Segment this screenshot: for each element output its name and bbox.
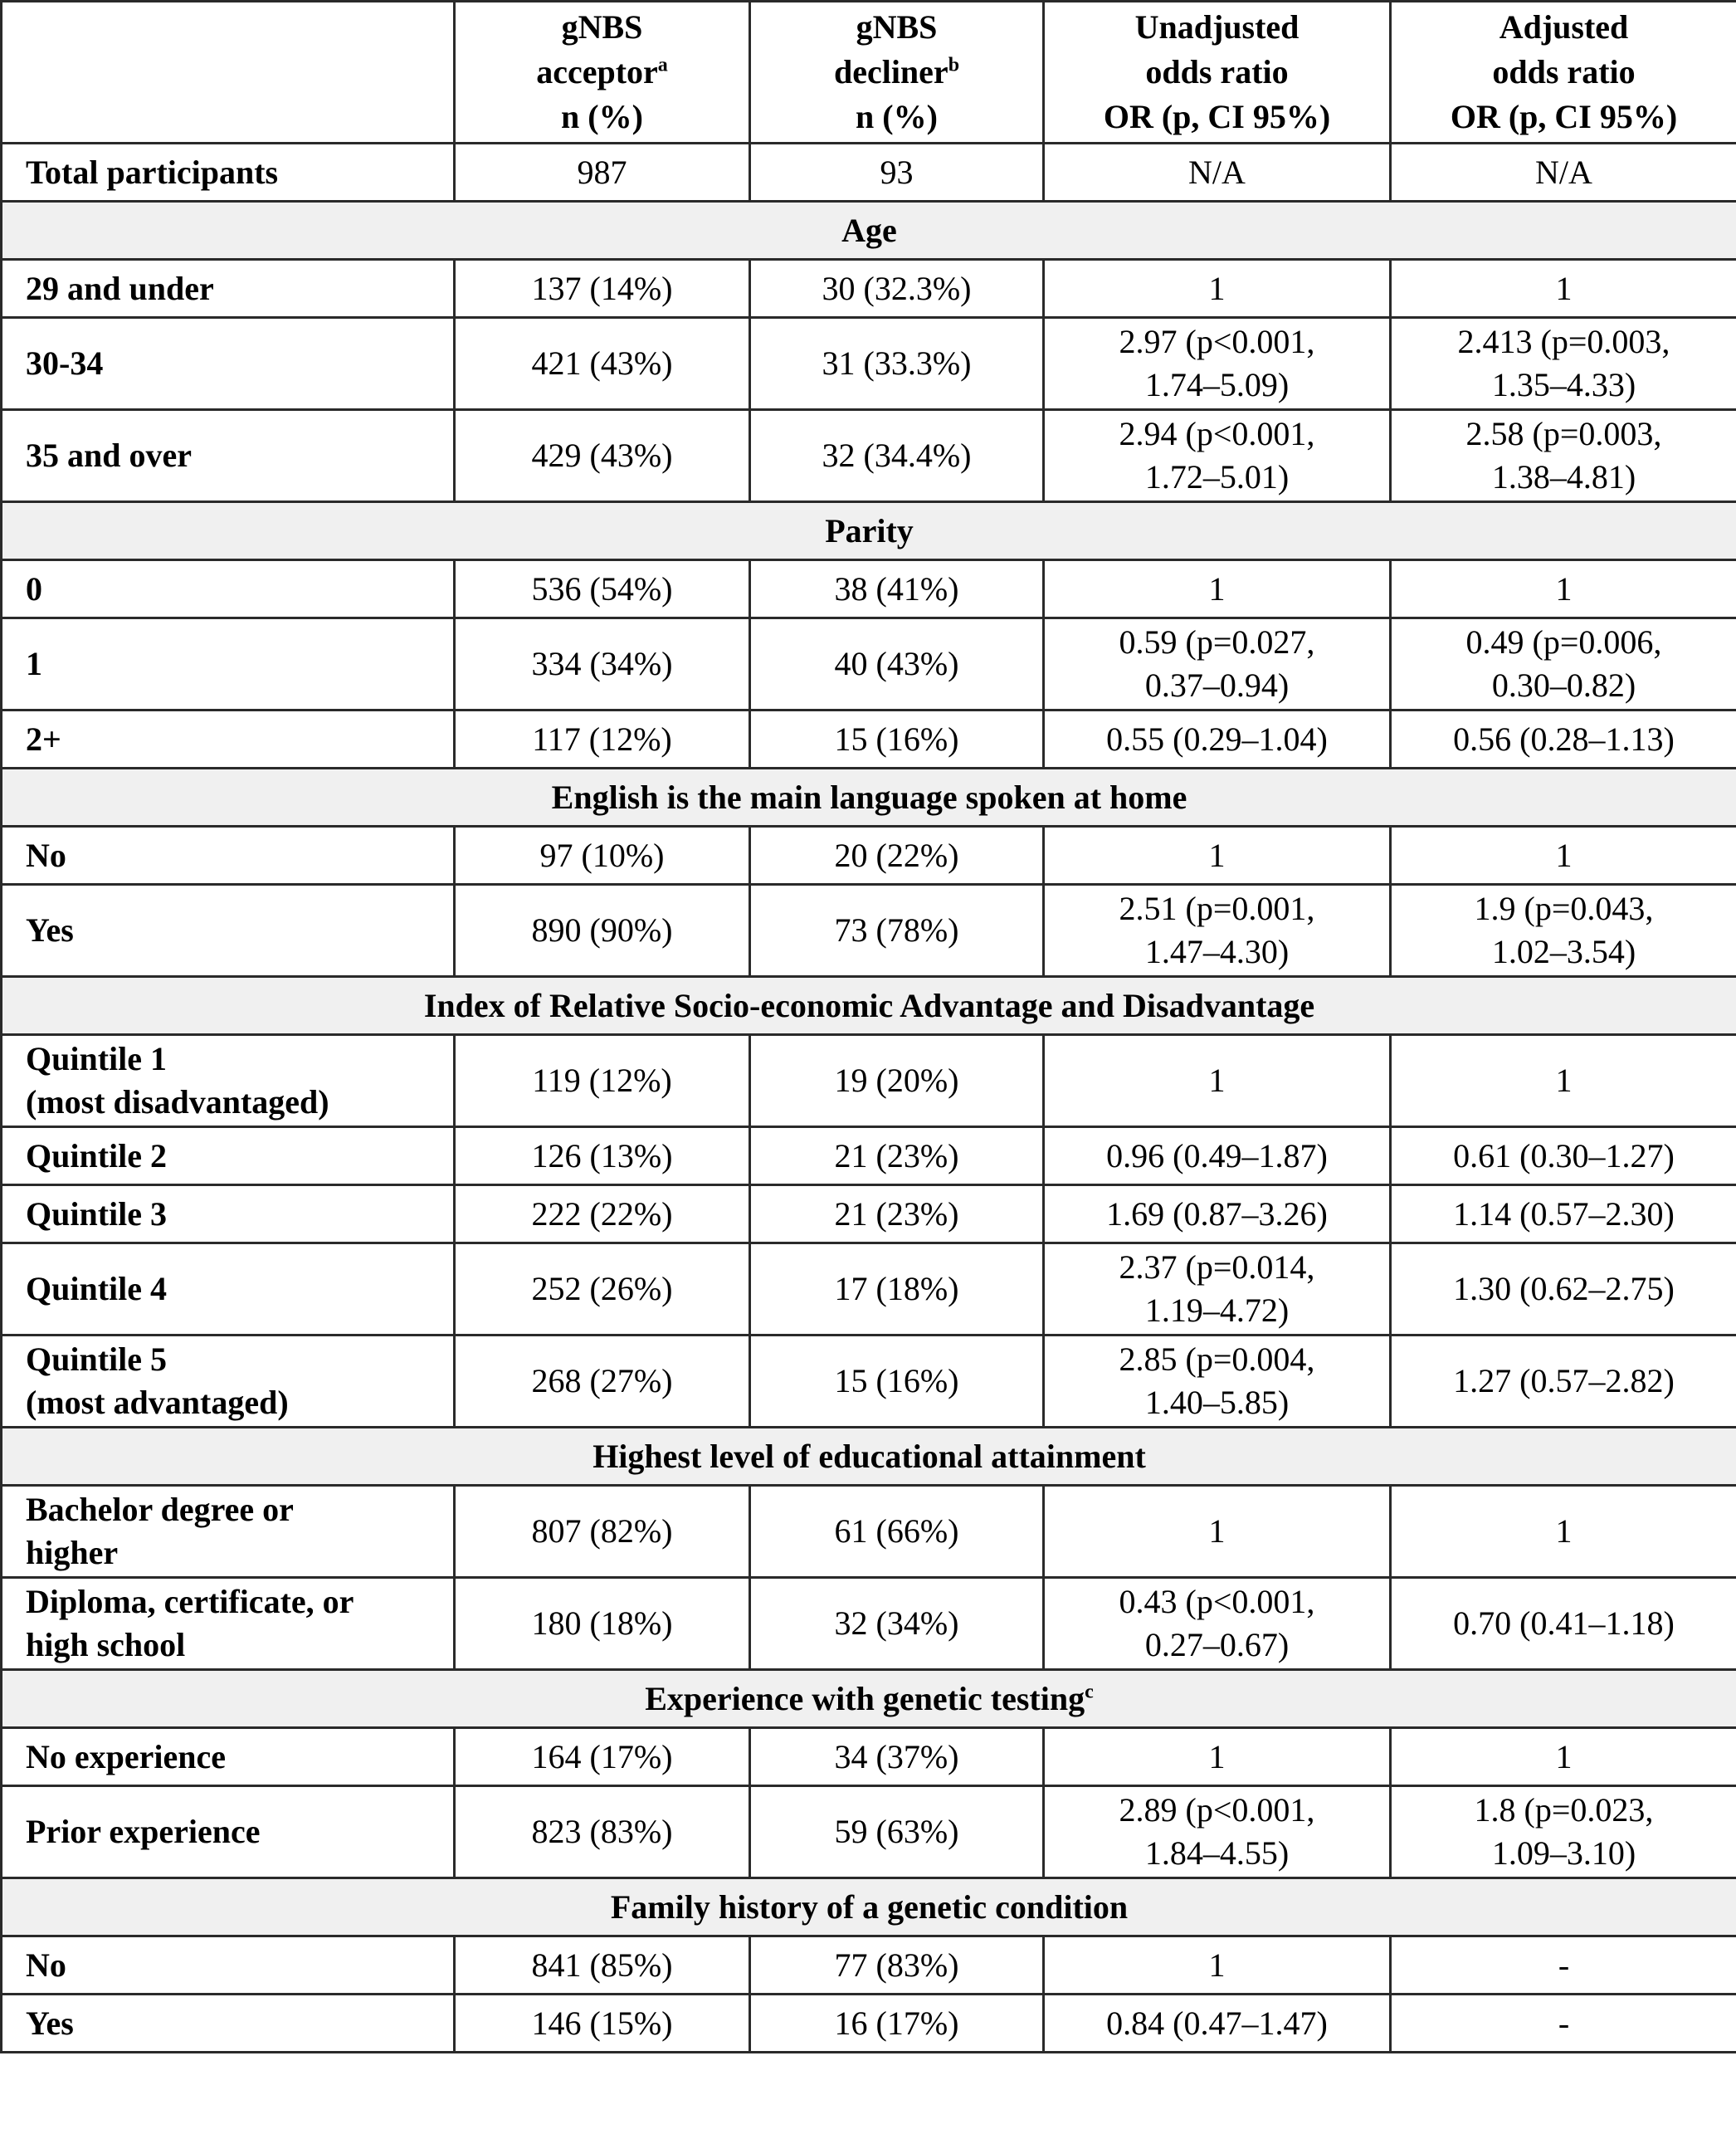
adjusted-or-cell: 0.49 (p=0.006, 0.30–0.82)	[1391, 618, 1736, 710]
row-label: No experience	[2, 1728, 455, 1786]
row-label: Diploma, certificate, or high school	[2, 1578, 455, 1670]
section-title: Highest level of educational attainment	[2, 1428, 1736, 1486]
decliner-cell: 19 (20%)	[750, 1035, 1044, 1127]
decliner-cell: 73 (78%)	[750, 885, 1044, 977]
section-header-parity	[2, 502, 1736, 560]
header-adjusted: Adjusted odds ratio OR (p, CI 95%)	[1391, 2, 1736, 144]
decliner-cell: 59 (63%)	[750, 1786, 1044, 1878]
row-label: Yes	[2, 885, 455, 977]
table-row	[2, 260, 1736, 318]
decliner-cell: 32 (34%)	[750, 1578, 1044, 1670]
adjusted-or-cell: 2.58 (p=0.003, 1.38–4.81)	[1391, 410, 1736, 502]
section-header-genetic-testing	[2, 1670, 1736, 1728]
unadjusted-or-cell: 0.59 (p=0.027, 0.37–0.94)	[1044, 618, 1391, 710]
decliner-cell: 15 (16%)	[750, 1336, 1044, 1428]
row-label: 2+	[2, 710, 455, 769]
adjusted-or-cell: 1	[1391, 1728, 1736, 1786]
adjusted-or-cell: 1	[1391, 1035, 1736, 1127]
acceptor-cell: 97 (10%)	[455, 827, 750, 885]
row-label: No	[2, 1936, 455, 1995]
row-label: Prior experience	[2, 1786, 455, 1878]
acceptor-cell: 117 (12%)	[455, 710, 750, 769]
table-row	[2, 318, 1736, 410]
adjusted-or-cell: 0.70 (0.41–1.18)	[1391, 1578, 1736, 1670]
adjusted-or-cell: 1	[1391, 260, 1736, 318]
acceptor-cell: 823 (83%)	[455, 1786, 750, 1878]
adjusted-or-cell: 1.27 (0.57–2.82)	[1391, 1336, 1736, 1428]
row-label: Yes	[2, 1995, 455, 2053]
decliner-cell: 34 (37%)	[750, 1728, 1044, 1786]
section-title: English is the main language spoken at home	[2, 769, 1736, 827]
header-unadjusted: Unadjusted odds ratio OR (p, CI 95%)	[1044, 2, 1391, 144]
decliner-cell: 31 (33.3%)	[750, 318, 1044, 410]
acceptor-cell: 164 (17%)	[455, 1728, 750, 1786]
adjusted-or-cell: 1.9 (p=0.043, 1.02–3.54)	[1391, 885, 1736, 977]
acceptor-cell: 126 (13%)	[455, 1127, 750, 1185]
table-row	[2, 560, 1736, 618]
acceptor-cell: 334 (34%)	[455, 618, 750, 710]
adjusted-or-cell: 1	[1391, 827, 1736, 885]
row-label: Quintile 1 (most disadvantaged)	[2, 1035, 455, 1127]
total-unadjusted: N/A	[1044, 144, 1391, 202]
unadjusted-or-cell: 0.43 (p<0.001, 0.27–0.67)	[1044, 1578, 1391, 1670]
unadjusted-or-cell: 2.37 (p=0.014, 1.19–4.72)	[1044, 1243, 1391, 1336]
table-row	[2, 1127, 1736, 1185]
unadjusted-or-cell: 1	[1044, 560, 1391, 618]
unadjusted-or-cell: 1	[1044, 1035, 1391, 1127]
acceptor-cell: 807 (82%)	[455, 1486, 750, 1578]
row-label: No	[2, 827, 455, 885]
unadjusted-or-cell: 0.96 (0.49–1.87)	[1044, 1127, 1391, 1185]
table-row	[2, 1243, 1736, 1336]
header-decliner: gNBS decliner$^b$ n (%)	[750, 2, 1044, 144]
section-title: Experience with genetic testing$^c$	[2, 1670, 1736, 1728]
row-label: Quintile 2	[2, 1127, 455, 1185]
adjusted-or-cell: 1.8 (p=0.023, 1.09–3.10)	[1391, 1786, 1736, 1878]
acceptor-cell: 252 (26%)	[455, 1243, 750, 1336]
total-label: Total participants	[2, 144, 455, 202]
table-row	[2, 410, 1736, 502]
header-blank-cell	[2, 2, 455, 144]
section-title: Age	[2, 202, 1736, 260]
section-header-english	[2, 769, 1736, 827]
unadjusted-or-cell: 2.97 (p<0.001, 1.74–5.09)	[1044, 318, 1391, 410]
unadjusted-or-cell: 1.69 (0.87–3.26)	[1044, 1185, 1391, 1243]
unadjusted-or-cell: 2.89 (p<0.001, 1.84–4.55)	[1044, 1786, 1391, 1878]
adjusted-or-cell: 1	[1391, 1486, 1736, 1578]
unadjusted-or-cell: 2.94 (p<0.001, 1.72–5.01)	[1044, 410, 1391, 502]
total-acceptor: 987	[455, 144, 750, 202]
unadjusted-or-cell: 1	[1044, 1728, 1391, 1786]
decliner-cell: 38 (41%)	[750, 560, 1044, 618]
acceptor-cell: 137 (14%)	[455, 260, 750, 318]
decliner-cell: 20 (22%)	[750, 827, 1044, 885]
table-body	[2, 144, 1736, 2053]
acceptor-cell: 841 (85%)	[455, 1936, 750, 1995]
adjusted-or-cell: -	[1391, 1936, 1736, 1995]
header-row	[2, 2, 1736, 144]
table-row	[2, 885, 1736, 977]
table-row	[2, 827, 1736, 885]
row-label: Quintile 5 (most advantaged)	[2, 1336, 455, 1428]
row-label: 29 and under	[2, 260, 455, 318]
table-row	[2, 1486, 1736, 1578]
adjusted-or-cell: 2.413 (p=0.003, 1.35–4.33)	[1391, 318, 1736, 410]
acceptor-cell: 421 (43%)	[455, 318, 750, 410]
decliner-cell: 40 (43%)	[750, 618, 1044, 710]
decliner-cell: 17 (18%)	[750, 1243, 1044, 1336]
row-label: 1	[2, 618, 455, 710]
adjusted-or-cell: 0.61 (0.30–1.27)	[1391, 1127, 1736, 1185]
row-label: Bachelor degree or higher	[2, 1486, 455, 1578]
adjusted-or-cell: -	[1391, 1995, 1736, 2053]
acceptor-cell: 536 (54%)	[455, 560, 750, 618]
table-row	[2, 618, 1736, 710]
section-header-education	[2, 1428, 1736, 1486]
decliner-cell: 30 (32.3%)	[750, 260, 1044, 318]
table-row	[2, 1936, 1736, 1995]
acceptor-cell: 222 (22%)	[455, 1185, 750, 1243]
section-title: Index of Relative Socio-economic Advantage and Disadvantage	[2, 977, 1736, 1035]
decliner-cell: 21 (23%)	[750, 1185, 1044, 1243]
adjusted-or-cell: 1.30 (0.62–2.75)	[1391, 1243, 1736, 1336]
row-label: Quintile 3	[2, 1185, 455, 1243]
adjusted-or-cell: 1.14 (0.57–2.30)	[1391, 1185, 1736, 1243]
unadjusted-or-cell: 2.85 (p=0.004, 1.40–5.85)	[1044, 1336, 1391, 1428]
acceptor-cell: 429 (43%)	[455, 410, 750, 502]
row-label: 30-34	[2, 318, 455, 410]
adjusted-or-cell: 1	[1391, 560, 1736, 618]
decliner-cell: 61 (66%)	[750, 1486, 1044, 1578]
acceptor-cell: 268 (27%)	[455, 1336, 750, 1428]
table-row	[2, 1786, 1736, 1878]
unadjusted-or-cell: 1	[1044, 1936, 1391, 1995]
section-title: Family history of a genetic condition	[2, 1878, 1736, 1936]
row-label: 35 and over	[2, 410, 455, 502]
row-label: 0	[2, 560, 455, 618]
section-header-age	[2, 202, 1736, 260]
table-row	[2, 1035, 1736, 1127]
table-row	[2, 1336, 1736, 1428]
table-row	[2, 1995, 1736, 2053]
table-row	[2, 710, 1736, 769]
unadjusted-or-cell: 0.84 (0.47–1.47)	[1044, 1995, 1391, 2053]
table-row	[2, 1185, 1736, 1243]
decliner-cell: 16 (17%)	[750, 1995, 1044, 2053]
acceptor-cell: 180 (18%)	[455, 1578, 750, 1670]
table-row	[2, 1728, 1736, 1786]
decliner-cell: 32 (34.4%)	[750, 410, 1044, 502]
total-decliner: 93	[750, 144, 1044, 202]
total-row	[2, 144, 1736, 202]
row-label: Quintile 4	[2, 1243, 455, 1336]
total-adjusted: N/A	[1391, 144, 1736, 202]
acceptor-cell: 119 (12%)	[455, 1035, 750, 1127]
unadjusted-or-cell: 1	[1044, 827, 1391, 885]
acceptor-cell: 890 (90%)	[455, 885, 750, 977]
section-header-family-history	[2, 1878, 1736, 1936]
unadjusted-or-cell: 1	[1044, 1486, 1391, 1578]
acceptor-cell: 146 (15%)	[455, 1995, 750, 2053]
header-acceptor: gNBS acceptor$^a$ n (%)	[455, 2, 750, 144]
unadjusted-or-cell: 2.51 (p=0.001, 1.47–4.30)	[1044, 885, 1391, 977]
table-row	[2, 1578, 1736, 1670]
section-header-irsad	[2, 977, 1736, 1035]
decliner-cell: 21 (23%)	[750, 1127, 1044, 1185]
decliner-cell: 77 (83%)	[750, 1936, 1044, 1995]
unadjusted-or-cell: 0.55 (0.29–1.04)	[1044, 710, 1391, 769]
decliner-cell: 15 (16%)	[750, 710, 1044, 769]
unadjusted-or-cell: 1	[1044, 260, 1391, 318]
section-title: Parity	[2, 502, 1736, 560]
adjusted-or-cell: 0.56 (0.28–1.13)	[1391, 710, 1736, 769]
